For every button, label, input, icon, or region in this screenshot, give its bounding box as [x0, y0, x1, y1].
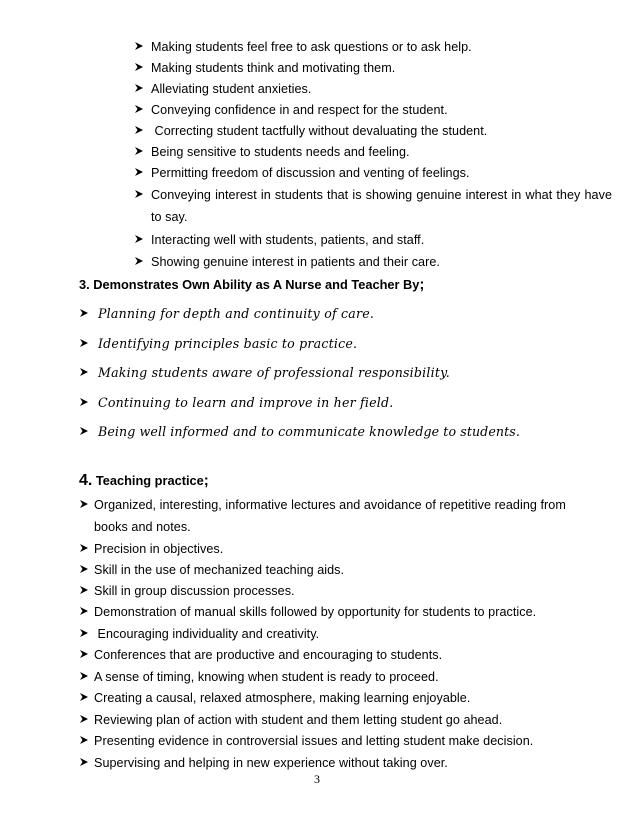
arrow-bullet-icon [79, 499, 89, 509]
list-item-text: Conferences that are productive and encouraging to students. [94, 648, 443, 662]
list-item-text: Encouraging individuality and creativity. [94, 627, 320, 641]
arrow-bullet-icon [79, 308, 89, 318]
list-item [134, 229, 424, 251]
list-item [79, 730, 533, 752]
arrow-bullet-icon [134, 62, 144, 72]
list-item [134, 141, 410, 163]
list-item-text: Identifying principles basic to practice. [98, 336, 358, 351]
list-item-text: Continuing to learn and improve in her field. [98, 395, 394, 410]
arrow-bullet-icon [134, 41, 144, 51]
list-item-text: Organized, interesting, informative lectures and avoidance of repetitive reading from books and notes. [94, 498, 566, 534]
arrow-bullet-icon [79, 714, 89, 724]
arrow-bullet-icon [79, 757, 89, 767]
list-item-text: Permitting freedom of discussion and venting of feelings. [151, 166, 470, 180]
list-item-text: Being well informed and to communicate knowledge to students. [98, 424, 520, 439]
list-item-text: Planning for depth and continuity of care. [98, 306, 375, 321]
list-item [134, 120, 487, 142]
list-item [134, 162, 470, 184]
arrow-bullet-icon [134, 234, 144, 244]
list-item [134, 251, 440, 273]
section4-heading-number: 4. [79, 472, 93, 489]
list-item-text: Skill in the use of mechanized teaching aids. [94, 563, 345, 577]
list-item-text: Making students aware of professional responsibility. [98, 365, 450, 380]
list-item [134, 36, 472, 58]
list-item [79, 333, 357, 355]
section4-heading [79, 472, 209, 490]
list-item-text: Precision in objectives. [94, 542, 224, 556]
list-item-text: A sense of timing, knowing when student is ready to proceed. [94, 670, 439, 684]
list-item-text: Skill in group discussion processes. [94, 584, 295, 598]
list-item [79, 392, 393, 414]
arrow-bullet-icon [79, 338, 89, 348]
list-item [79, 559, 344, 581]
arrow-bullet-icon [134, 189, 144, 199]
list-item [79, 494, 597, 538]
list-item [79, 601, 536, 623]
arrow-bullet-icon [134, 125, 144, 135]
arrow-bullet-icon [79, 649, 89, 659]
list-item-text: Demonstration of manual skills followed by opportunity for students to practice. [94, 605, 537, 619]
arrow-bullet-icon [79, 585, 89, 595]
arrow-bullet-icon [79, 671, 89, 681]
list-item [79, 623, 319, 645]
list-item [79, 538, 223, 560]
list-item-text: Showing genuine interest in patients and their care. [151, 255, 440, 269]
list-item-text: Making students feel free to ask questions or to ask help. [151, 40, 472, 54]
arrow-bullet-icon [134, 146, 144, 156]
arrow-bullet-icon [79, 426, 89, 436]
arrow-bullet-icon [79, 735, 89, 745]
section4-heading-text: Teaching practice [92, 473, 204, 488]
arrow-bullet-icon [79, 367, 89, 377]
list-item [79, 362, 450, 384]
arrow-bullet-icon [79, 543, 89, 553]
list-item [79, 303, 374, 325]
list-item [79, 644, 442, 666]
list-item [79, 421, 520, 443]
list-item-text: Being sensitive to students needs and feeling. [151, 145, 410, 159]
arrow-bullet-icon [134, 167, 144, 177]
list-item [79, 687, 470, 709]
list-item-text: Correcting student tactfully without devaluating the student. [151, 124, 488, 138]
arrow-bullet-icon [134, 104, 144, 114]
list-item-text: Presenting evidence in controversial issues and letting student make decision. [94, 734, 534, 748]
list-item-text: Creating a causal, relaxed atmosphere, making learning enjoyable. [94, 691, 471, 705]
list-item-text: Interacting well with students, patients, and staff. [151, 233, 425, 247]
list-item [79, 666, 439, 688]
arrow-bullet-icon [79, 628, 89, 638]
list-item-text: Reviewing plan of action with student and them letting student go ahead. [94, 713, 503, 727]
arrow-bullet-icon [79, 692, 89, 702]
list-item [79, 709, 502, 731]
arrow-bullet-icon [79, 564, 89, 574]
list-item [134, 184, 612, 228]
list-item [134, 57, 395, 79]
arrow-bullet-icon [79, 397, 89, 407]
list-item-text: Making students think and motivating them. [151, 61, 396, 75]
list-item [134, 78, 311, 100]
section3-heading [79, 276, 424, 293]
list-item-text: Conveying confidence in and respect for the student. [151, 103, 448, 117]
arrow-bullet-icon [134, 256, 144, 266]
section3-heading-text: 3. Demonstrates Own Ability as A Nurse and Teacher By [79, 277, 420, 292]
list-item-text: Conveying interest in students that is showing genuine interest in what they have to say. [151, 188, 612, 224]
list-item [134, 99, 448, 121]
list-item-text: Supervising and helping in new experience without taking over. [94, 756, 448, 770]
page-number: 3 [314, 772, 320, 786]
section3-heading-punct: ; [419, 276, 425, 293]
arrow-bullet-icon [79, 606, 89, 616]
list-item-text: Alleviating student anxieties. [151, 82, 312, 96]
list-item [79, 580, 295, 602]
section4-heading-punct: ; [203, 472, 209, 489]
arrow-bullet-icon [134, 83, 144, 93]
list-item [79, 752, 448, 774]
